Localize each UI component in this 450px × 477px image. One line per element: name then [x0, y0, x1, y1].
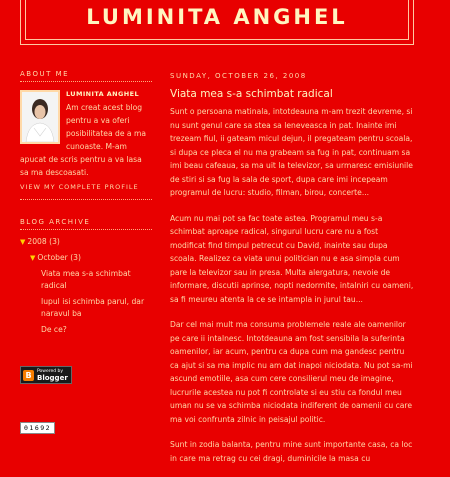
post-title[interactable]: Viata mea s-a schimbat radical: [170, 87, 333, 100]
collapse-triangle-icon[interactable]: ▼: [30, 254, 36, 262]
blog-header: [20, 0, 414, 45]
badge-small-text: Powered by: [37, 369, 64, 374]
blog-archive: [20, 218, 152, 336]
archive-post-link[interactable]: De ce?: [41, 325, 67, 334]
archive-month-label[interactable]: October (3): [37, 253, 81, 262]
badge-big-text: Blogger: [37, 374, 68, 382]
archive-month-item[interactable]: [20, 252, 152, 264]
avatar[interactable]: [20, 90, 60, 144]
visitor-counter[interactable]: 01692: [20, 422, 55, 434]
profile-block: [20, 88, 152, 179]
archive-year-label[interactable]: 2008 (3): [27, 237, 60, 246]
archive-post-link[interactable]: Viata mea s-a schimbat radical: [41, 269, 131, 290]
powered-by-blogger-badge[interactable]: [20, 366, 72, 384]
about-heading: ABOUT ME: [20, 70, 152, 82]
blog-title[interactable]: LUMINITA ANGHEL: [86, 4, 348, 29]
collapse-triangle-icon[interactable]: ▼: [20, 238, 26, 246]
blogger-logo-icon: B: [23, 370, 34, 381]
post-date: SUNDAY, OCTOBER 26, 2008: [170, 72, 307, 80]
post-paragraph: Dar cel mai mult ma consuma problemele reale ale oamenilor pe care ii intalnesc. Intotdeauna am fost sensibila la suferinta oamenilor, iar acum, pentru ca dupa cum ma gandesc pentru ca ajut si sa ma implic nu am dat inapoi niciodata. Nu pot sa-mi ascund emotiile, asa cum cere consilierul meu de imagine, lucrurile acestea nu pot fi controlate si eu stiu ca fondul meu uman nu se va schimba niciodata indiferent de oamenii cu care ma voi confrunta zilnic in peisajul politic.: [170, 320, 413, 424]
blog-header-inner: [25, 0, 409, 40]
archive-post-link[interactable]: Iupul isi schimba parul, dar naravul ba: [41, 297, 145, 318]
archive-post-list: [20, 268, 152, 336]
archive-heading: BLOG ARCHIVE: [20, 218, 152, 230]
badge-text: [37, 368, 68, 382]
profile-photo-icon: [22, 92, 58, 142]
post-paragraph: Sunt in zodia balanta, pentru mine sunt importante casa, ca loc in care ma retrag cu cei dragi, duminicile la masa cu: [170, 440, 413, 463]
post-paragraph: Sunt o persoana matinala, intotdeauna m-am trezit devreme, si nu sunt genul care sa stea sa leneveasca in pat. Inainte imi trezeam fiul, ii gateam micul dejun, il pregateam pentru scoala, si dupa ce pleca el nu ma grabeam sa fug in pat, continuam sa imi beau cafeaua, sa ma uit la televizor, sa urmaresc emisiunile de stiri si sa fug la sala de sport, dupa care imi incepeam programul de lucru: studio, filman, birou, concerte...: [170, 107, 413, 197]
post-paragraph: Acum nu mai pot sa fac toate astea. Programul meu s-a schimbat aproape radical, singurul lucru care nu a fost modificat find timpul petrecut cu David, inainte sau dupa scoala. Realizez ca viata unui politician nu e asa simpla cum pare la televizor sau in presa. Multa alergatura, nevoie de informare, discutii aprinse, nopti nedormite, intalniri cu oameni, sa fi meureu atenta la ce se intampla in jurul tau...: [170, 213, 414, 304]
archive-year-item[interactable]: [20, 236, 152, 248]
view-profile-link[interactable]: VIEW MY COMPLETE PROFILE: [20, 183, 152, 200]
main-content: [170, 70, 415, 477]
sidebar: [20, 70, 152, 434]
profile-text: Am creat acest blog pentru a va oferi posibilitatea de a ma cunoaste. M-am apucat de scris pentru a va lasa sa ma descoasati.: [20, 103, 147, 177]
profile-name: LUMINITA ANGHEL: [66, 90, 139, 98]
